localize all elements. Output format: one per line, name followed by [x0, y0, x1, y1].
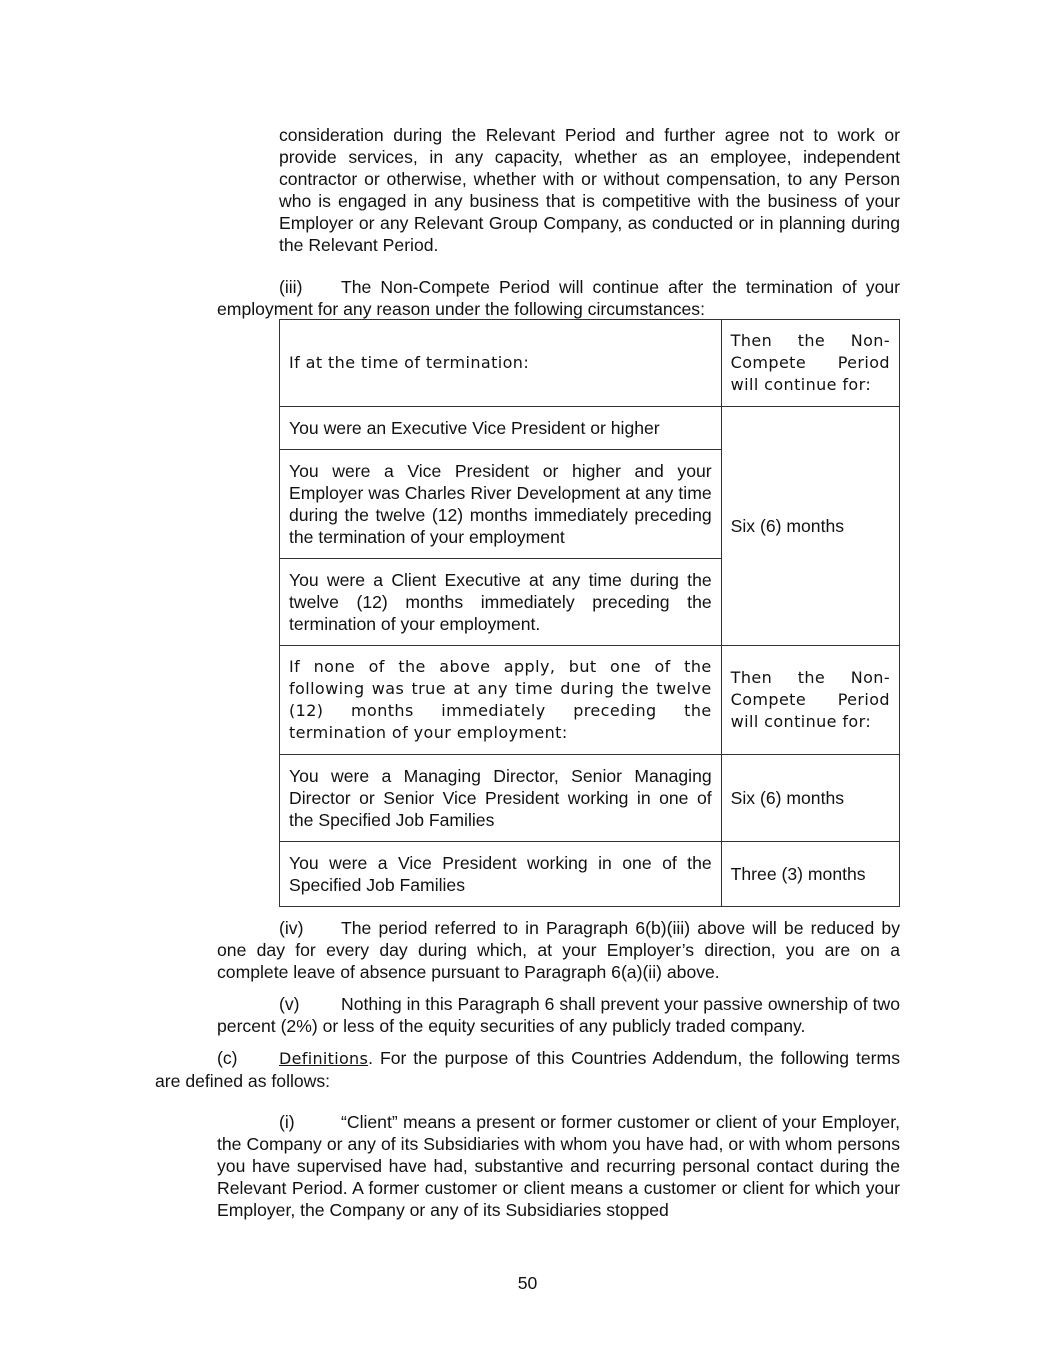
paragraph-c — [155, 1047, 900, 1092]
table-cell-group1-value: Six (6) months — [721, 407, 899, 646]
paragraph-v — [217, 993, 900, 1037]
table-header-right: Then the Non-Compete Period will continue for: — [721, 320, 899, 407]
definitions-heading: Definitions — [279, 1049, 369, 1068]
table-cell-row2: You were a Vice President or higher and your Employer was Charles River Development at any time during the twelve (12) months immediately preceding the termination of your employment — [280, 450, 722, 559]
paragraph-number: (iv) — [279, 918, 304, 938]
table-header-row — [280, 320, 900, 407]
paragraph-number: (i) — [279, 1112, 295, 1132]
paragraph-text: The period referred to in Paragraph 6(b)(iii) above will be reduced by one day for every day during which, at your Employer’s direction, you are on a complete leave of absence pursuant to Paragraph 6(a)(ii) above. — [217, 918, 900, 982]
table-header-left: If at the time of termination: — [280, 320, 722, 407]
table-cell-row4: You were a Managing Director, Senior Managing Director or Senior Vice President working in one of the Specified Job Families — [280, 755, 722, 842]
paragraph-iii — [217, 276, 900, 320]
table-row — [280, 755, 900, 842]
paragraph-top: consideration during the Relevant Period and further agree not to work or provide services, in any capacity, whether as an employee, independent contractor or otherwise, whether with or without compensation, to any Person who is engaged in any business that is competitive with the business of your Employer or any Relevant Group Company, as conducted or in planning during the Relevant Period. — [279, 125, 900, 255]
paragraph-number: (c) — [217, 1048, 238, 1068]
table-subheader-left: If none of the above apply, but one of the following was true at any time during the twelve (12) months immediately preceding the termination of your employment: — [280, 646, 722, 755]
table-cell-row5: You were a Vice President working in one of the Specified Job Families — [280, 842, 722, 907]
table-row — [280, 407, 900, 450]
non-compete-table — [279, 319, 900, 907]
paragraph-iv — [217, 917, 900, 983]
table-subheader-row — [280, 646, 900, 755]
paragraph-number: (v) — [279, 994, 300, 1014]
paragraph-text: The Non-Compete Period will continue after the termination of your employment for any reason under the following circumstances: — [217, 277, 900, 319]
paragraph-text: Nothing in this Paragraph 6 shall prevent your passive ownership of two percent (2%) or less of the equity securities of any publicly traded company. — [217, 994, 900, 1036]
table-cell-row4-value: Six (6) months — [721, 755, 899, 842]
page-number: 50 — [517, 1273, 538, 1293]
paragraph-text: “Client” means a present or former customer or client of your Employer, the Company or any of its Subsidiaries with whom you have had, or with whom persons you have supervised have had, substantive and recurring personal contact during the Relevant Period. A former customer or client means a customer or client for which your Employer, the Company or any of its Subsidiaries stopped — [217, 1112, 900, 1220]
table-cell-row5-value: Three (3) months — [721, 842, 899, 907]
table-row — [280, 842, 900, 907]
paragraph-i — [217, 1111, 900, 1221]
paragraph-number: (iii) — [279, 277, 303, 297]
table-cell-row3: You were a Client Executive at any time during the twelve (12) months immediately preceding the termination of your employment. — [280, 559, 722, 646]
table-subheader-right: Then the Non-Compete Period will continue for: — [721, 646, 899, 755]
paragraph-text: . For the purpose of this Countries Addendum, the following terms are defined as follows: — [155, 1048, 900, 1091]
table-cell-row1: You were an Executive Vice President or higher — [280, 407, 722, 450]
